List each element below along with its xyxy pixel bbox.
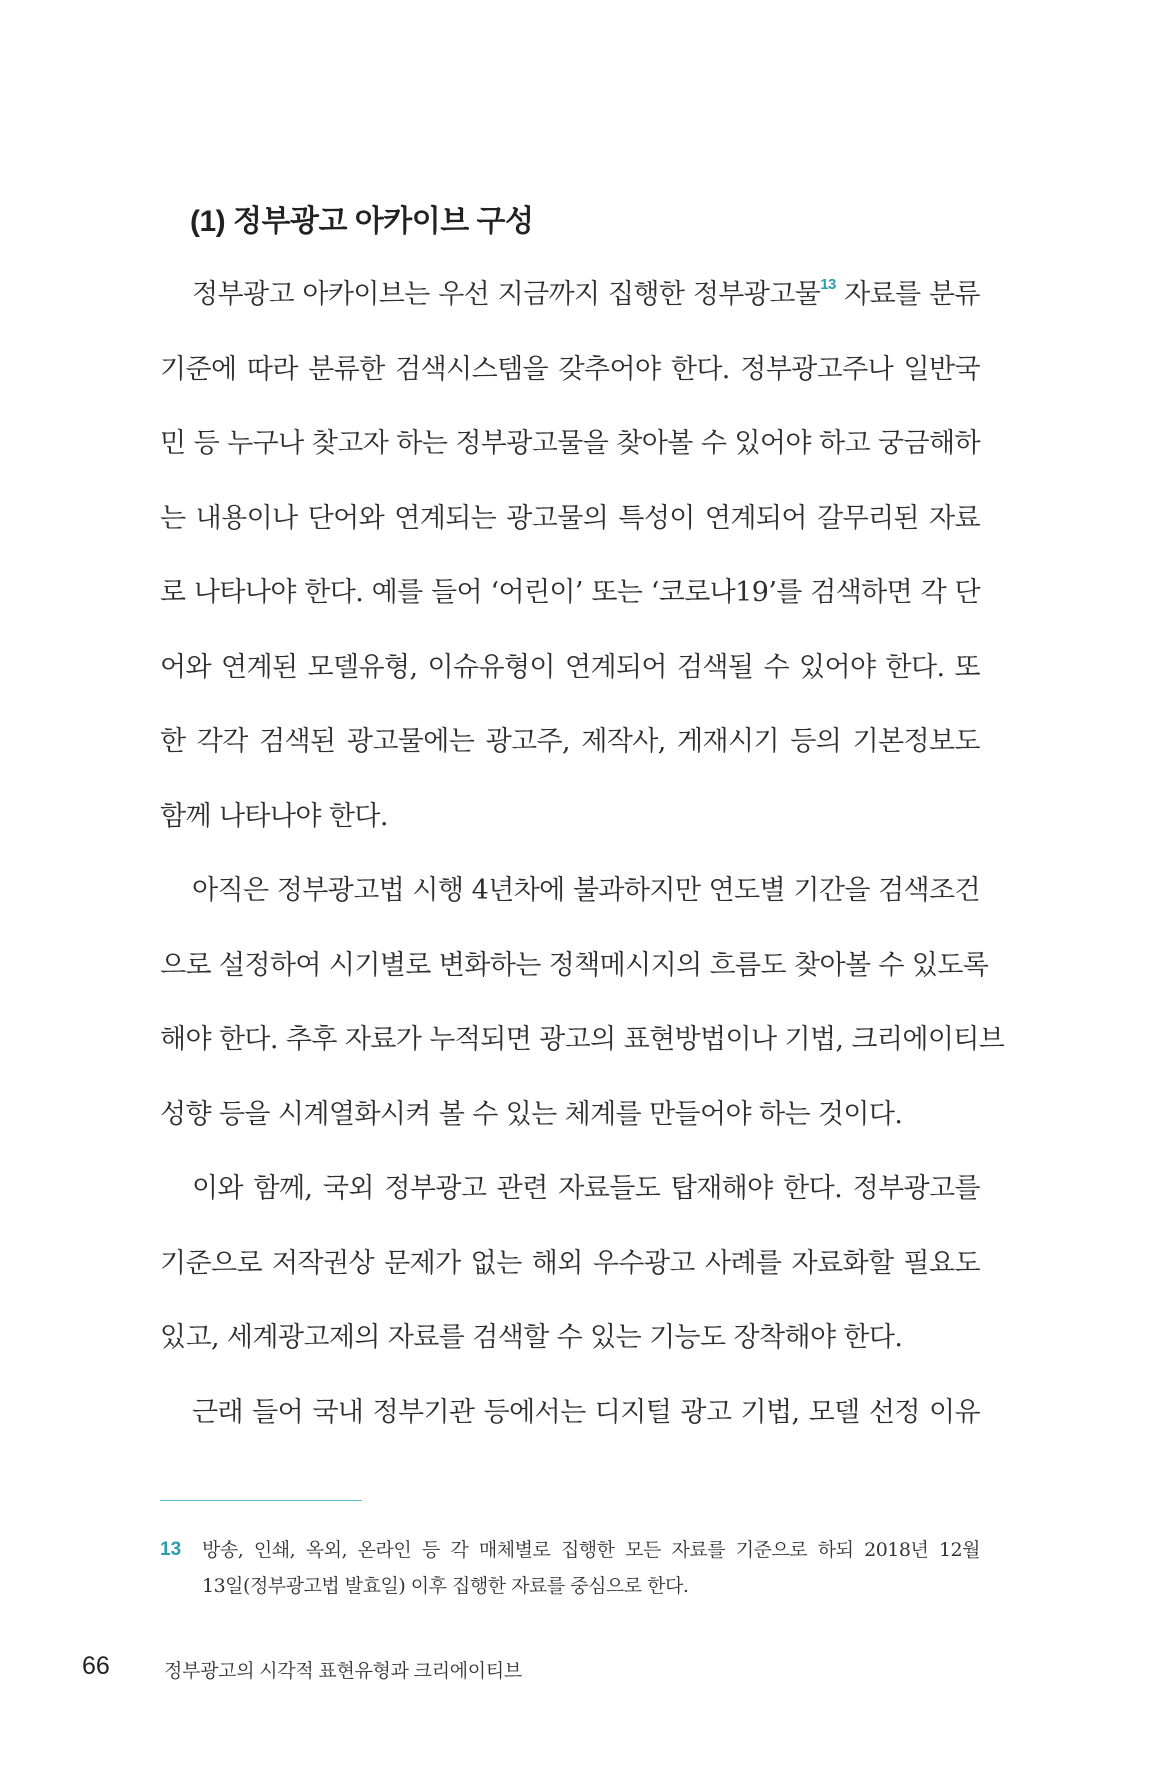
section-heading: (1) 정부광고 아카이브 구성 [190,205,534,238]
paragraph-3-line-3: 있고, 세계광고제의 자료를 검색할 수 있는 기능도 장착해야 한다. [160,1322,903,1353]
paragraph-1-line-5: 로 나타나야 한다. 예를 들어 ‘어린이’ 또는 ‘코로나19’를 검색하면 각 단 [160,577,980,608]
paragraph-1-line-8: 함께 나타나야 한다. [160,800,388,832]
page-number: 66 [82,1652,110,1680]
paragraph-1-line-1 [160,258,980,333]
paragraph-3-line-1: 이와 함께, 국외 정부광고 관련 자료들도 탑재해야 한다. 정부광고를 [192,1173,980,1204]
paragraph-1-line-1-text: 정부광고 아카이브는 우선 지금까지 집행한 정부광고물 [192,279,821,310]
footnote-body [202,1532,980,1604]
paragraph-1-line-1-tail: 자료를 분류 [835,279,981,310]
paragraph-3-line-2: 기준으로 저작권상 문제가 없는 해외 우수광고 사례를 자료화할 필요도 [160,1247,980,1279]
paragraph-2-line-3: 해야 한다. 추후 자료가 누적되면 광고의 표현방법이나 기법, 크리에이티브 [160,1024,1005,1055]
paragraph-2-line-2: 으로 설정하여 시기별로 변화하는 정책메시지의 흐름도 찾아볼 수 있도록 [160,949,989,981]
footnote-number: 13 [160,1539,182,1560]
paragraph-1-line-3: 민 등 누구나 찾고자 하는 정부광고물을 찾아볼 수 있어야 하고 궁금해하 [160,428,980,459]
footnote-divider [160,1500,362,1501]
footnote-reference[interactable]: 13 [820,276,836,293]
paragraph-1-line-6: 어와 연계된 모델유형, 이슈유형이 연계되어 검색될 수 있어야 한다. 또 [160,651,980,683]
paragraph-1-line-4: 는 내용이나 단어와 연계되는 광고물의 특성이 연계되어 갈무리된 자료 [160,502,980,534]
paragraph-2-line-4: 성향 등을 시계열화시켜 볼 수 있는 체계를 만들어야 하는 것이다. [160,1098,903,1130]
footnote-line-1: 방송, 인쇄, 옥외, 온라인 등 각 매체별로 집행한 모든 자료를 기준으로 하되 2018년 12월 [202,1539,980,1561]
paragraph-2-line-1: 아직은 정부광고법 시행 4년차에 불과하지만 연도별 기간을 검색조건 [192,875,980,906]
footnote-line-2: 13일(정부광고법 발효일) 이후 집행한 자료를 중심으로 한다. [202,1575,689,1597]
body-text [160,258,1005,1450]
paragraph-4-line-1: 근래 들어 국내 정부기관 등에서는 디지털 광고 기법, 모델 선정 이유 [192,1396,980,1428]
running-title: 정부광고의 시각적 표현유형과 크리에이티브 [164,1661,522,1682]
paragraph-1-line-7: 한 각각 검색된 광고물에는 광고주, 제작사, 게재시기 등의 기본정보도 [160,726,980,757]
footnote [160,1532,980,1604]
paragraph-1-line-2: 기준에 따라 분류한 검색시스템을 갖추어야 한다. 정부광고주나 일반국 [160,353,980,385]
